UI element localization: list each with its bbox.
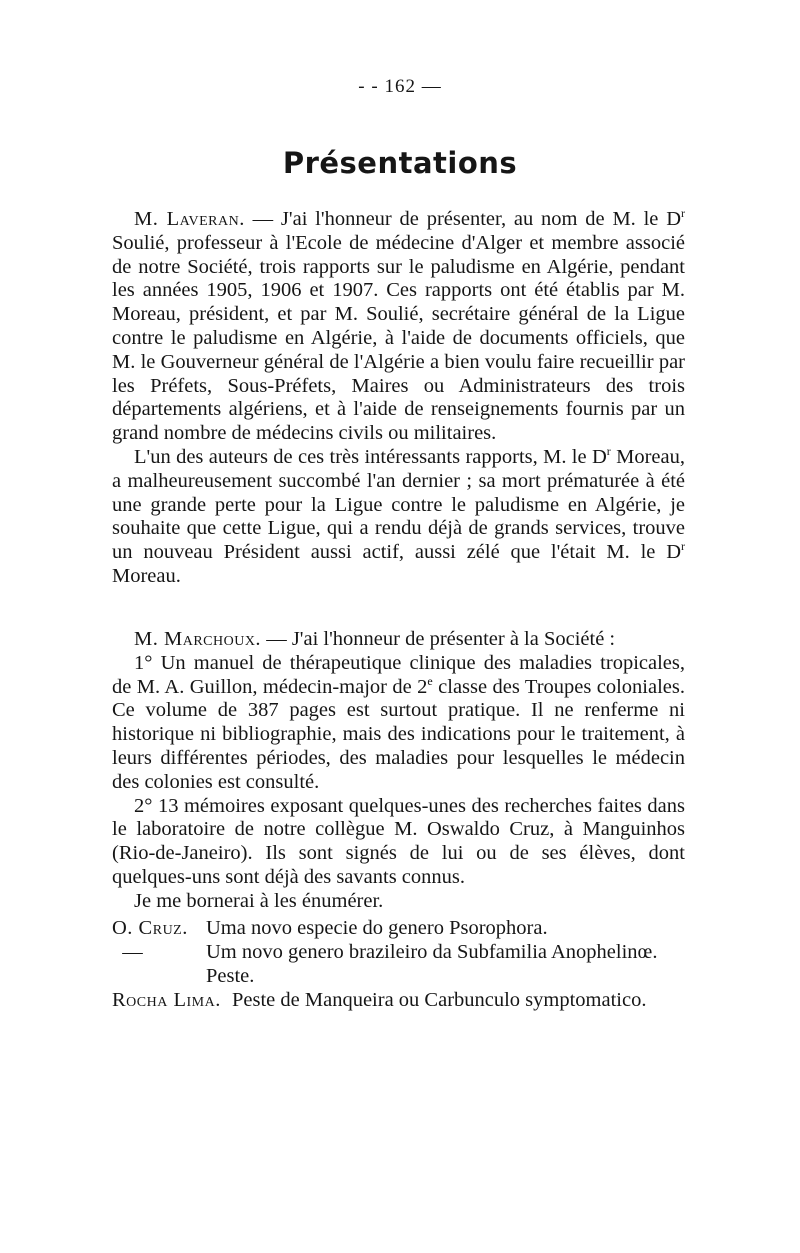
paragraph (112, 208, 685, 446)
list-item (112, 964, 685, 988)
paragraph (112, 628, 685, 652)
list-paragraph (112, 652, 685, 795)
speaker-name: M. Laveran. (134, 208, 245, 230)
item-number: 2° (134, 794, 153, 817)
paragraph-text: Un manuel de thérapeutique clinique des maladies tropicales, de M. A. Guillon, médecin-major de 2 (112, 651, 685, 698)
paragraph-text: L'un des auteurs de ces très intéressants rapports, M. le D (134, 445, 607, 468)
list-item (112, 988, 685, 1012)
page-title: Présentations (282, 146, 518, 180)
superscript: r (606, 444, 611, 459)
superscript: r (681, 539, 685, 554)
paragraph-text: 13 mémoires exposant quelques-unes des recherches faites dans le laboratoire de notre collègue M. Oswaldo Cruz, à Manguinhos (Rio-de-Janeiro). Ils sont signés de lui ou de ses élèves, dont quelques-uns sont déjà des savants connus. (112, 794, 685, 888)
paragraph (112, 446, 685, 589)
paragraph-text: Je me bornerai à les énumérer. (134, 889, 384, 912)
ditto-mark: — (112, 941, 143, 963)
ditto-mark (112, 964, 206, 988)
superscript: e (427, 673, 433, 688)
memoir-list (112, 916, 685, 1012)
speaker-name: M. Marchoux. (134, 628, 262, 650)
item-number: 1° (134, 651, 153, 674)
author-name: Rocha Lima. (112, 989, 221, 1011)
section-laveran (112, 208, 685, 589)
author-name: O. Cruz. (112, 917, 188, 939)
item-title: Peste. (206, 965, 255, 987)
item-title: Um novo genero brazileiro da Subfamilia Anophelinœ. (206, 941, 658, 963)
page-number: - - 162 — (358, 76, 442, 97)
item-title: Uma novo especie do genero Psorophora. (206, 917, 548, 939)
list-item (112, 940, 685, 964)
paragraph-text: — J'ai l'honneur de présenter, au nom de M. le D (252, 208, 681, 230)
item-title: Peste de Manqueira ou Carbunculo symptomatico. (232, 989, 647, 1011)
paragraph-text: Moreau. (112, 564, 181, 587)
section-marchoux (112, 628, 685, 914)
paragraph-text: classe des Troupes coloniales. Ce volume de 387 pages est surtout pratique. Il ne renferme ni historique ni bibliographie, mais des indications pour le traitement, à leurs différentes périodes, des maladies pour lesquelles le médecin des colonies est consulté. (112, 675, 685, 793)
paragraph-text: Soulié, professeur à l'Ecole de médecine d'Alger et membre associé de notre Société, trois rapports sur le paludisme en Algérie, pendant les années 1905, 1906 et 1907. Ces rapports ont été établis par M. Moreau, président, et par M. Soulié, secrétaire général de la Ligue contre le paludisme en Algérie, à l'aide de documents officiels, que M. le Gouverneur général de l'Algérie a bien voulu faire recueillir par les Préfets, Sous-Préfets, Maires ou Administrateurs des trois départements algériens, et à l'aide de renseignements fournis par un grand nombre de médecins civils ou militaires. (112, 231, 685, 445)
paragraph-text: — J'ai l'honneur de présenter à la Société : (266, 628, 616, 650)
paragraph (112, 890, 685, 914)
paragraph-text: Moreau, a malheureusement succombé l'an dernier ; sa mort prématurée à été une grande perte pour la Ligue contre le paludisme en Algérie, je souhaite que cette Ligue, qui a rendu déjà de grands services, trouve un nouveau Président aussi actif, aussi zélé que l'était M. le D (112, 445, 685, 564)
list-item (112, 916, 685, 940)
superscript: r (681, 206, 685, 221)
list-paragraph (112, 795, 685, 890)
